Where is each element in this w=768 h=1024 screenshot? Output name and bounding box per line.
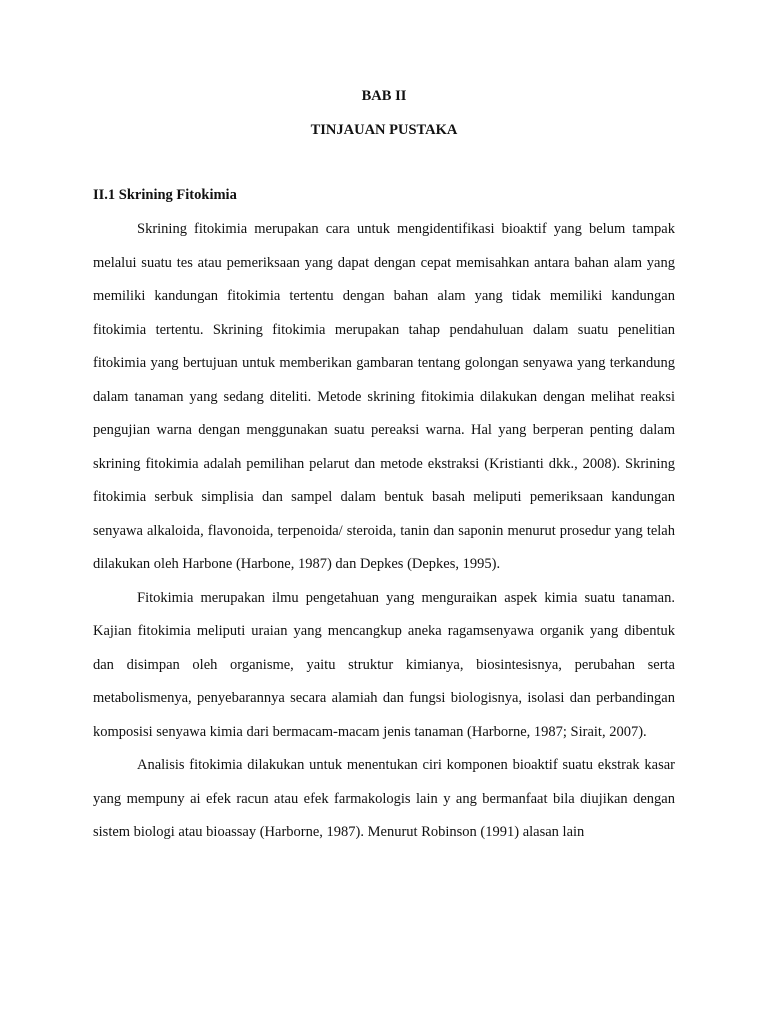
paragraph-3: Analisis fitokimia dilakukan untuk menentukan ciri komponen bioaktif suatu ekstrak kasar yang mempuny ai efek racun atau efek farmakologis lain y ang bermanfaat bila diujikan dengan sistem biologi atau bioassay (Harborne, 1987). Menurut Robinson (1991) alasan lain [93, 757, 675, 840]
chapter-title: TINJAUAN PUSTAKA [310, 122, 458, 138]
chapter-heading: BAB II [361, 88, 407, 104]
section-title: II.1 Skrining Fitokimia [93, 187, 237, 203]
paragraph-1: Skrining fitokimia merupakan cara untuk mengidentifikasi bioaktif yang belum tampak melalui suatu tes atau pemeriksaan yang dapat dengan cepat memisahkan antara bahan alam yang memiliki kandungan fitokimia tertentu dengan bahan alam yang tidak memiliki kandungan fitokimia tertentu. Skrining fitokimia merupakan tahap pendahuluan dalam suatu penelitian fitokimia yang bertujuan untuk memberikan gambaran tentang golongan senyawa yang terkandung dalam tanaman yang sedang diteliti. Metode skrining fitokimia dilakukan dengan melihat reaksi pengujian warna dengan menggunakan suatu pereaksi warna. Hal yang berperan penting dalam skrining fitokimia adalah pemilihan pelarut dan metode ekstraksi (Kristianti dkk., 2008). Skrining fitokimia serbuk simplisia dan sampel dalam bentuk basah meliputi pemeriksaan kandungan senyawa alkaloida, flavonoida, terpenoida/ steroida, tanin dan saponin menurut prosedur yang telah dilakukan oleh Harbone (Harbone, 1987) dan Depkes (Depkes, 1995). [93, 221, 675, 572]
body-text [93, 213, 675, 850]
paragraph-2: Fitokimia merupakan ilmu pengetahuan yang menguraikan aspek kimia suatu tanaman. Kajian fitokimia meliputi uraian yang mencangkup aneka ragamsenyawa organik yang dibentuk dan disimpan oleh organisme, yaitu struktur kimianya, biosintesisnya, perubahan serta metabolismenya, penyebarannya secara alamiah dan fungsi biologisnya, isolasi dan perbandingan komposisi senyawa kimia dari bermacam-macam jenis tanaman (Harborne, 1987; Sirait, 2007). [93, 589, 675, 740]
